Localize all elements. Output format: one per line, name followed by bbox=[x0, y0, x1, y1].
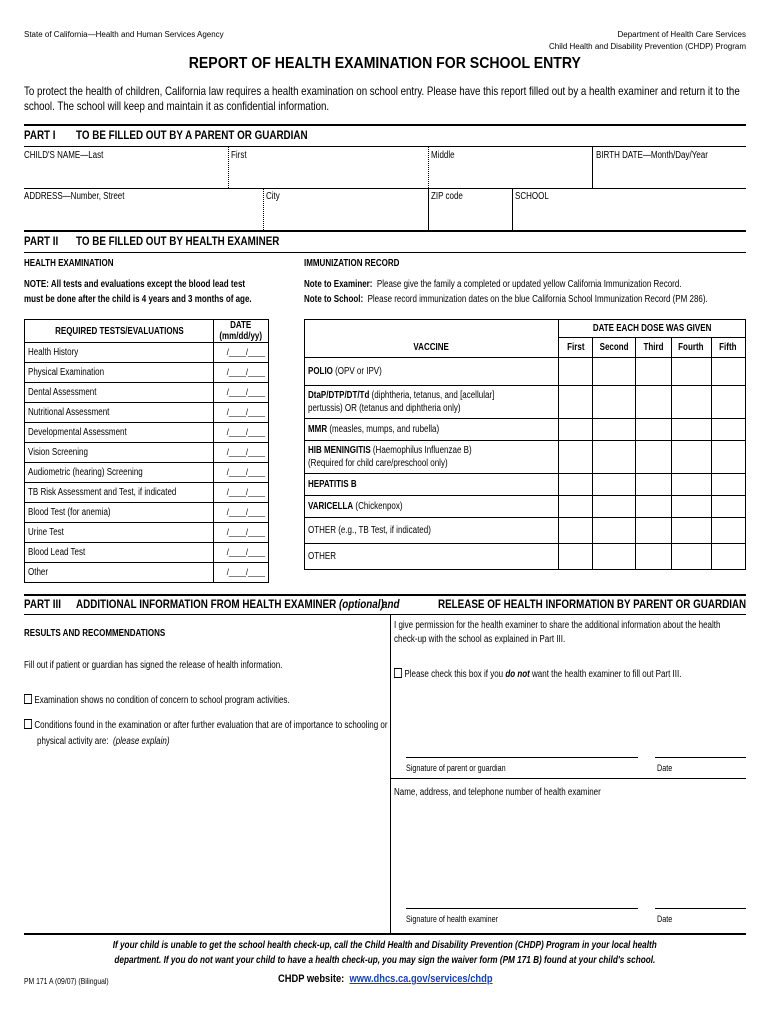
test-date-field[interactable]: /____/____ bbox=[226, 527, 265, 537]
dose-date-cell[interactable] bbox=[635, 419, 671, 441]
dose-date-cell[interactable] bbox=[593, 544, 635, 570]
test-row bbox=[25, 363, 269, 383]
address-field[interactable]: ADDRESS—Number, Street bbox=[24, 191, 125, 202]
vaccine-row bbox=[305, 386, 746, 419]
dose-date-cell[interactable] bbox=[635, 518, 671, 544]
dose-date-cell[interactable] bbox=[671, 544, 711, 570]
dose-date-cell[interactable] bbox=[559, 496, 593, 518]
test-date-field[interactable]: /____/____ bbox=[226, 547, 265, 557]
dose-date-cell[interactable] bbox=[593, 496, 635, 518]
dose-date-cell[interactable] bbox=[671, 496, 711, 518]
dose-date-cell[interactable] bbox=[559, 544, 593, 570]
school-field[interactable]: SCHOOL bbox=[515, 191, 549, 202]
dose-column-header: Fourth bbox=[671, 338, 711, 358]
dose-date-cell[interactable] bbox=[671, 386, 711, 419]
test-date-field[interactable]: /____/____ bbox=[226, 347, 265, 357]
part1-label: PART I bbox=[24, 128, 56, 142]
dose-date-cell[interactable] bbox=[711, 419, 745, 441]
dose-date-cell[interactable] bbox=[559, 386, 593, 419]
conditions-line-2: physical activity are: (please explain) bbox=[37, 736, 170, 747]
dose-date-cell[interactable] bbox=[635, 441, 671, 474]
test-row bbox=[25, 503, 269, 523]
test-label: Blood Lead Test bbox=[28, 547, 86, 558]
test-date-field[interactable]: /____/____ bbox=[226, 487, 265, 497]
examiner-signature-label[interactable]: Signature of health examiner bbox=[406, 914, 499, 924]
intro-text: To protect the health of children, California law requires a health examination on school entry. Please have this report filled out by a health examiner and return it to the school. The school will keep and maintain it as confidential information. bbox=[24, 84, 740, 113]
no-condition-option[interactable]: Examination shows no condition of concern to school program activities. bbox=[24, 694, 290, 706]
vaccine-row bbox=[305, 518, 746, 544]
dose-date-cell[interactable] bbox=[671, 441, 711, 474]
test-label: Vision Screening bbox=[28, 447, 88, 458]
conditions-checkbox[interactable] bbox=[24, 719, 32, 729]
note-to-school: Note to School: Please record immunization dates on the blue California School Immunization Record (PM 286). bbox=[304, 294, 708, 305]
agency-right-2: Child Health and Disability Prevention (CHDP) Program bbox=[549, 42, 746, 51]
note-to-examiner: Note to Examiner: Please give the family a completed or updated yellow California Immunization Record. bbox=[304, 279, 682, 290]
dose-date-cell[interactable] bbox=[711, 544, 745, 570]
vaccine-name: HEPATITIS B bbox=[308, 479, 357, 490]
vaccine-row bbox=[305, 358, 746, 386]
test-label: Urine Test bbox=[28, 527, 64, 538]
dose-date-cell[interactable] bbox=[559, 518, 593, 544]
vaccine-name: HIB MENINGITIS (Haemophilus Influenzae B) (Required for child care/preschool only) bbox=[308, 445, 472, 469]
vaccine-name: MMR (measles, mumps, and rubella) bbox=[308, 424, 440, 435]
test-label: TB Risk Assessment and Test, if indicated bbox=[28, 487, 177, 498]
test-label: Health History bbox=[28, 347, 79, 358]
tests-table bbox=[24, 319, 269, 583]
dose-column-header: Fifth bbox=[711, 338, 745, 358]
test-row bbox=[25, 423, 269, 443]
test-date-field[interactable]: /____/____ bbox=[226, 367, 265, 377]
dose-date-cell[interactable] bbox=[711, 386, 745, 419]
birth-date-field[interactable]: BIRTH DATE—Month/Day/Year bbox=[596, 150, 708, 161]
test-date-field[interactable]: /____/____ bbox=[226, 467, 265, 477]
child-middle-name-field[interactable]: Middle bbox=[431, 150, 455, 161]
form-id: PM 171 A (09/07) (Bilingual) bbox=[24, 977, 109, 986]
dose-date-cell[interactable] bbox=[635, 544, 671, 570]
test-label: Physical Examination bbox=[28, 367, 105, 378]
permission-line-2: check-up with the school as explained in Part III. bbox=[394, 634, 566, 645]
footer-note-1: If your child is unable to get the school health check-up, call the Child Health and Disability Prevention (CHDP) Program in your local health bbox=[112, 940, 658, 951]
examiner-info-field[interactable]: Name, address, and telephone number of health examiner bbox=[394, 787, 601, 798]
note-line-2: must be done after the child is 4 years and 3 months of age. bbox=[24, 294, 252, 305]
footer-note-2: department. If you do not want your child to have a health check-up, you may sign the waiver form (PM 171 B) found at your child's school. bbox=[114, 955, 656, 966]
dose-date-cell[interactable] bbox=[671, 518, 711, 544]
vaccine-name: DtaP/DTP/DT/Td (diphtheria, tetanus, and [acellular] pertussis) OR (tetanus and diphtheria only) bbox=[308, 390, 495, 414]
dose-date-cell[interactable] bbox=[711, 474, 745, 496]
dose-date-cell[interactable] bbox=[559, 441, 593, 474]
parent-signature-label[interactable]: Signature of parent or guardian bbox=[406, 763, 506, 773]
dose-date-cell[interactable] bbox=[593, 419, 635, 441]
dose-date-cell[interactable] bbox=[559, 474, 593, 496]
dose-column-header: Second bbox=[593, 338, 635, 358]
date-header: DATE (mm/dd/yy) bbox=[214, 320, 268, 343]
vaccine-name: OTHER (e.g., TB Test, if indicated) bbox=[308, 525, 431, 536]
dose-date-cell[interactable] bbox=[593, 386, 635, 419]
examiner-date-label[interactable]: Date bbox=[657, 914, 673, 924]
parent-date-label[interactable]: Date bbox=[657, 763, 673, 773]
dose-date-cell[interactable] bbox=[635, 496, 671, 518]
agency-right-1: Department of Health Care Services bbox=[617, 30, 746, 39]
dose-date-cell[interactable] bbox=[593, 518, 635, 544]
test-row bbox=[25, 563, 269, 583]
vaccine-row bbox=[305, 419, 746, 441]
test-date-field[interactable]: /____/____ bbox=[226, 447, 265, 457]
do-not-fill-option[interactable]: Please check this box if you do not want the health examiner to fill out Part III. bbox=[394, 668, 681, 680]
website-link[interactable]: www.dhcs.ca.gov/services/chdp bbox=[349, 973, 493, 985]
test-label: Developmental Assessment bbox=[28, 427, 127, 438]
test-row bbox=[25, 523, 269, 543]
part3-label: PART III bbox=[24, 597, 62, 611]
dose-date-cell[interactable] bbox=[593, 441, 635, 474]
permission-line-1: I give permission for the health examiner to share the additional information about the health bbox=[394, 620, 721, 631]
no-condition-checkbox[interactable] bbox=[24, 694, 32, 704]
release-heading: RELEASE OF HEALTH INFORMATION BY PARENT OR GUARDIAN bbox=[438, 597, 747, 611]
dose-date-cell[interactable] bbox=[593, 358, 635, 386]
page-title: REPORT OF HEALTH EXAMINATION FOR SCHOOL ENTRY bbox=[188, 55, 582, 72]
test-date-field[interactable]: /____/____ bbox=[226, 507, 265, 517]
vaccine-row bbox=[305, 441, 746, 474]
child-first-name-field[interactable]: First bbox=[231, 150, 247, 161]
part2-label: PART II bbox=[24, 234, 59, 248]
dose-date-cell[interactable] bbox=[559, 358, 593, 386]
zip-field[interactable]: ZIP code bbox=[431, 191, 463, 202]
test-label: Nutritional Assessment bbox=[28, 407, 110, 418]
part2-heading: TO BE FILLED OUT BY HEALTH EXAMINER bbox=[76, 234, 280, 248]
dose-date-cell[interactable] bbox=[711, 496, 745, 518]
health-exam-heading: HEALTH EXAMINATION bbox=[24, 258, 114, 269]
dose-date-cell[interactable] bbox=[635, 386, 671, 419]
test-row bbox=[25, 443, 269, 463]
city-field[interactable]: City bbox=[266, 191, 280, 202]
test-label: Audiometric (hearing) Screening bbox=[28, 467, 143, 478]
test-row bbox=[25, 543, 269, 563]
vaccine-row bbox=[305, 544, 746, 570]
dose-date-cell[interactable] bbox=[671, 358, 711, 386]
dose-date-cell[interactable] bbox=[593, 474, 635, 496]
test-label: Other bbox=[28, 567, 49, 578]
test-label: Blood Test (for anemia) bbox=[28, 507, 111, 518]
fill-out-text: Fill out if patient or guardian has signed the release of health information. bbox=[24, 660, 283, 671]
test-date-field[interactable]: /____/____ bbox=[226, 427, 265, 437]
test-label: Dental Assessment bbox=[28, 387, 97, 398]
results-heading: RESULTS AND RECOMMENDATIONS bbox=[24, 628, 166, 639]
note-line-1: NOTE: All tests and evaluations except the blood lead test bbox=[24, 279, 246, 290]
part3-heading: ADDITIONAL INFORMATION FROM HEALTH EXAMINER (optional) bbox=[76, 597, 384, 611]
dose-date-cell[interactable] bbox=[671, 419, 711, 441]
website-line: CHDP website: www.dhcs.ca.gov/services/chdp bbox=[277, 973, 493, 985]
dose-header: DATE EACH DOSE WAS GIVEN bbox=[559, 320, 746, 338]
dose-column-header: Third bbox=[635, 338, 671, 358]
vaccine-row bbox=[305, 474, 746, 496]
test-row bbox=[25, 383, 269, 403]
part1-heading: TO BE FILLED OUT BY A PARENT OR GUARDIAN bbox=[76, 128, 308, 142]
child-last-name-field[interactable]: CHILD'S NAME—Last bbox=[24, 150, 104, 161]
agency-left: State of California—Health and Human Services Agency bbox=[24, 30, 224, 39]
vaccine-table bbox=[304, 319, 746, 570]
test-date-field[interactable]: /____/____ bbox=[226, 387, 265, 397]
dose-date-cell[interactable] bbox=[635, 358, 671, 386]
test-row bbox=[25, 343, 269, 363]
vaccine-name: OTHER bbox=[308, 551, 336, 562]
vaccine-row bbox=[305, 496, 746, 518]
vaccine-name: VARICELLA (Chickenpox) bbox=[308, 501, 403, 512]
dose-date-cell[interactable] bbox=[711, 358, 745, 386]
vaccine-header: VACCINE bbox=[305, 320, 559, 358]
dose-date-cell[interactable] bbox=[635, 474, 671, 496]
test-row bbox=[25, 463, 269, 483]
and-label: and bbox=[382, 597, 400, 611]
dose-column-header: First bbox=[559, 338, 593, 358]
test-row bbox=[25, 483, 269, 503]
test-row bbox=[25, 403, 269, 423]
conditions-option[interactable]: Conditions found in the examination or after further evaluation that are of importance to schooling or bbox=[24, 719, 388, 731]
do-not-fill-checkbox[interactable] bbox=[394, 668, 402, 678]
dose-date-cell[interactable] bbox=[711, 518, 745, 544]
test-date-field[interactable]: /____/____ bbox=[226, 567, 265, 577]
immunization-heading: IMMUNIZATION RECORD bbox=[304, 258, 400, 269]
vaccine-name: POLIO (OPV or IPV) bbox=[308, 366, 382, 377]
test-date-field[interactable]: /____/____ bbox=[226, 407, 265, 417]
dose-date-cell[interactable] bbox=[711, 441, 745, 474]
tests-header: REQUIRED TESTS/EVALUATIONS bbox=[25, 320, 214, 343]
dose-date-cell[interactable] bbox=[671, 474, 711, 496]
dose-date-cell[interactable] bbox=[559, 419, 593, 441]
